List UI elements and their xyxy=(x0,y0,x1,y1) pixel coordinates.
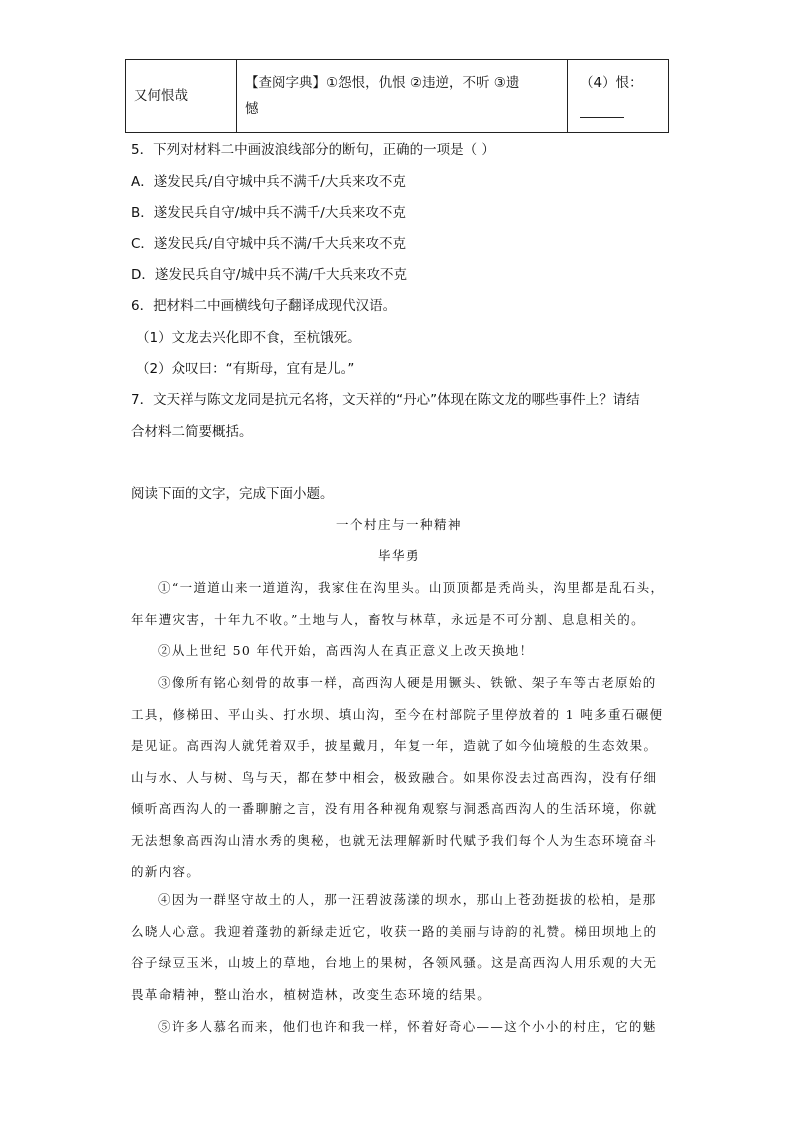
question-5-option-c: C．遂发民兵/自守城中兵不满/千大兵来攻不克 xyxy=(131,236,407,252)
paragraph-line: 无法想象高西沟山清水秀的奥秘，也就无法理解新时代赋予我们每个人为生态环境奋斗 xyxy=(131,832,658,848)
article-paragraph xyxy=(131,635,667,667)
paragraph-line: 谷子绿豆玉米，山坡上的草地，台地上的果树，各领风骚。这是高西沟人用乐观的大无 xyxy=(131,955,658,970)
paragraph-line: ④因为一群坚守故土的人，那一汪碧波荡漾的坝水，那山上苍劲挺拔的松柏，是那 xyxy=(158,892,657,907)
paragraph-line: 畏革命精神，整山治水，植树造林，改变生态环境的结果。 xyxy=(131,986,492,1002)
paragraph-line: 倾听高西沟人的一番聊腑之言，没有用各种视角观察与洞悉高西沟人的生活环境，你就 xyxy=(131,801,658,816)
answer-cell xyxy=(568,60,669,133)
article-paragraph xyxy=(131,667,667,888)
paragraph-line: 么晓人心意。我迎着蓬勃的新绿走近它，收获一路的美丽与诗韵的礼赞。梯田坝地上的 xyxy=(131,923,658,939)
question-6-item-2: （2）众叹曰：“有斯母，宜有是儿。” xyxy=(136,361,355,377)
article-paragraph xyxy=(131,884,667,1010)
question-7-line-2: 合材料二简要概括。 xyxy=(131,424,253,440)
article-paragraph xyxy=(131,572,667,635)
question-6-stem: 6．把材料二中画横线句子翻译成现代汉语。 xyxy=(131,298,397,314)
paragraph-line: ②从上世纪 50 年代开始，高西沟人在真正意义上改天换地！ xyxy=(158,643,534,658)
article-paragraph xyxy=(131,1011,667,1043)
question-5-option-a: A．遂发民兵/自守城中兵不满千/大兵来攻不克 xyxy=(131,174,406,190)
paragraph-line: 年年遭灾害，十年九不收。”土地与人，畜牧与林草，永远是不可分割、息息相关的。 xyxy=(131,611,645,627)
dictionary-line-2: 憾 xyxy=(245,101,259,117)
question-5-option-b: B．遂发民兵自守/城中兵不满千/大兵来攻不克 xyxy=(131,205,406,221)
phrase-cell: 又何恨哉 xyxy=(126,60,237,133)
question-5-option-d: D．遂发民兵自守/城中兵不满/千大兵来攻不克 xyxy=(131,267,407,283)
table-row xyxy=(126,60,669,133)
article-title: 一个村庄与一种精神 xyxy=(335,517,462,532)
answer-blank xyxy=(580,101,624,118)
reading-instruction: 阅读下面的文字，完成下面小题。 xyxy=(131,486,334,502)
paragraph-line: ⑤许多人慕名而来，他们也许和我一样，怀着好奇心——这个小小的村庄，它的魅 xyxy=(158,1019,657,1034)
paragraph-line: 山与水、人与树、鸟与天，都在梦中相会，极致融合。如果你没去过高西沟，没有仔细 xyxy=(131,769,658,785)
paragraph-line: ③像所有铭心刻骨的故事一样，高西沟人硬是用镢头、铁锨、架子车等古老原始的 xyxy=(158,675,657,690)
dictionary-cell xyxy=(237,60,568,133)
dictionary-line-1: 【查阅字典】①怨恨，仇恨 ②违逆，不听 ③遗 xyxy=(245,75,520,91)
answer-label: （4）恨： xyxy=(580,75,643,91)
paragraph-line: 的新内容。 xyxy=(131,864,201,879)
paragraph-line: 工具，修梯田、平山头、打水坝、填山沟，至今在村部院子里停放着的 1 吨多重石碾便 xyxy=(131,706,664,722)
question-7-line-1: 7．文天祥与陈文龙同是抗元名将，文天祥的“丹心”体现在陈文龙的哪些事件上？请结 xyxy=(131,392,640,408)
paragraph-line: 是见证。高西沟人就凭着双手，披星戴月，年复一年，造就了如今仙境般的生态效果。 xyxy=(131,738,658,753)
article-author: 毕华勇 xyxy=(377,548,420,563)
question-5-stem: 5．下列对材料二中画波浪线部分的断句，正确的一项是（ ） xyxy=(131,142,495,158)
dictionary-table xyxy=(125,59,669,133)
paragraph-line: ①“一道道山来一道道沟，我家住在沟里头。山顶顶都是秃尚头，沟里都是乱石头， xyxy=(158,580,665,595)
question-6-item-1: （1）文龙去兴化即不食，至杭饿死。 xyxy=(136,330,361,346)
